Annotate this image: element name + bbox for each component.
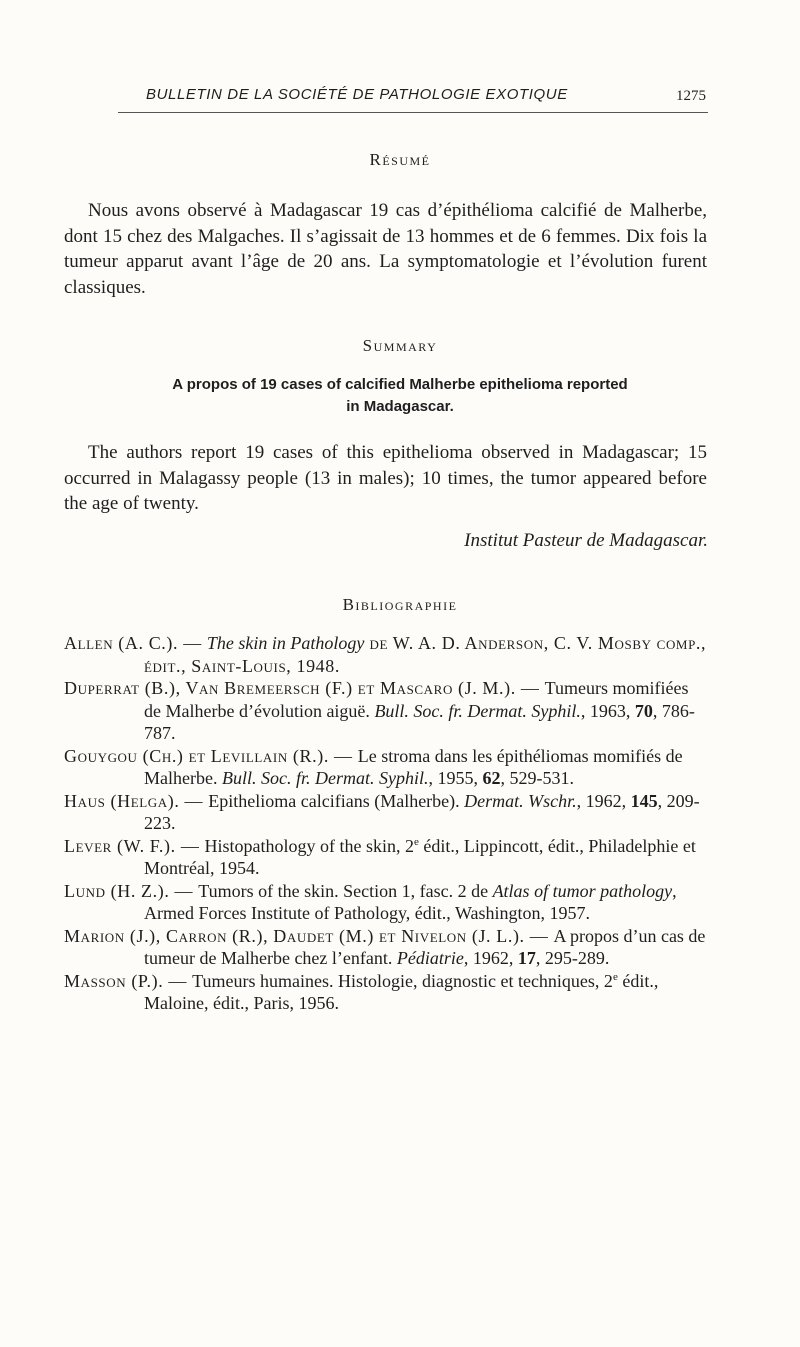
reference-superscript: e <box>612 970 618 983</box>
running-header <box>118 86 708 114</box>
reference-item <box>64 925 707 970</box>
reference-title: Le stroma dans les épithéliomas momifiés de Malherbe. <box>144 745 683 788</box>
reference-authors: Masson (P.). — <box>64 970 193 991</box>
reference-journal: Atlas of tumor pathology <box>492 880 673 901</box>
reference-authors: Duperrat (B.), Van Bremeersch (F.) et Mascaro (J. M.). — <box>64 678 545 698</box>
resume-paragraph: Nous avons observé à Madagascar 19 cas d’épithélioma calcifié de Malherbe, dont 15 chez des Malgaches. Il s’agissait de 13 hommes et de 6 femmes. Dix fois la tumeur apparut avant l’âge de 20 ans. La symptomatologie et l’évolution furent classiques. <box>64 200 707 298</box>
reference-authors: Gouygou (Ch.) et Levillain (R.). — <box>64 745 358 766</box>
journal-title: BULLETIN DE LA SOCIÉTÉ DE PATHOLOGIE EXOTIQUE <box>146 86 568 103</box>
reference-authors: Marion (J.), Carron (R.), Daudet (M.) et Nivelon (J. L.). — <box>64 925 554 946</box>
reference-volume: 17 <box>517 948 536 968</box>
reference-title: Tumeurs momifiées de Malherbe d’évolution aiguë. <box>144 678 689 721</box>
reference-item <box>64 677 707 745</box>
reference-journal: Bull. Soc. fr. Dermat. Syphil. <box>221 768 429 788</box>
reference-journal: Pédiatrie <box>396 948 464 968</box>
reference-authors: Allen (A. C.). — <box>64 633 207 653</box>
summary-subtitle-line1: A propos of 19 cases of calcified Malherbe epithelioma reported <box>172 376 628 393</box>
reference-item <box>64 790 707 835</box>
reference-superscript: e <box>414 835 419 848</box>
reference-details: édit., Lippincott, édit., Philadelphie et Montréal, 1954. <box>144 835 696 878</box>
reference-year: , 1955, <box>428 768 483 788</box>
reference-pages: , 529-531. <box>500 768 574 788</box>
reference-title: Tumeurs humaines. Histologie, diagnostic et techniques, 2 <box>192 970 613 991</box>
reference-title: Epithelioma calcifians (Malherbe). <box>208 790 465 811</box>
reference-details: de W. A. D. Anderson, C. V. Mosby comp., édit., Saint-Louis, 1948. <box>144 633 707 676</box>
reference-item <box>64 970 707 1015</box>
bibliography-heading: Bibliographie <box>342 595 458 614</box>
reference-details: édit., Maloine, édit., Paris, 1956. <box>144 970 659 1013</box>
reference-item <box>64 835 707 880</box>
reference-year: , 1962, <box>576 790 631 811</box>
reference-details: , Armed Forces Institute of Pathology, édit., Washington, 1957. <box>144 880 677 923</box>
summary-subtitle <box>100 374 700 418</box>
reference-item <box>64 745 707 790</box>
summary-paragraph: The authors report 19 cases of this epithelioma observed in Madagascar; 15 occurred in Malagassy people (13 in males); 10 times, the tumor appeared before the age of twenty. <box>64 442 707 514</box>
page-number: 1275 <box>676 88 706 104</box>
reference-journal: Dermat. Wschr. <box>464 790 577 811</box>
reference-title: Histopathology of the skin, 2 <box>204 835 415 856</box>
summary-heading: Summary <box>362 336 438 355</box>
header-rule <box>118 112 708 113</box>
reference-volume: 145 <box>630 790 658 811</box>
reference-title: The skin in Pathology <box>206 633 365 653</box>
resume-heading: Résumé <box>369 150 431 169</box>
reference-journal: Bull. Soc. fr. Dermat. Syphil. <box>374 700 581 721</box>
reference-list <box>64 632 707 1015</box>
reference-item <box>64 880 707 925</box>
reference-year: , 1962, <box>463 948 518 968</box>
reference-authors: Haus (Helga). — <box>64 790 209 811</box>
reference-pages: , 786-787. <box>144 700 695 743</box>
reference-authors: Lund (H. Z.). — <box>64 880 199 901</box>
reference-volume: 62 <box>482 768 501 788</box>
reference-pages: , 209-223. <box>144 790 700 833</box>
reference-volume: 70 <box>634 700 653 721</box>
reference-authors: Lever (W. F.). — <box>64 835 205 856</box>
summary-subtitle-line2: in Madagascar. <box>346 398 454 415</box>
reference-year: , 1963, <box>580 700 635 721</box>
reference-title: A propos d’un cas de tumeur de Malherbe chez l’enfant. <box>144 925 706 968</box>
reference-title: Tumors of the skin. Section 1, fasc. 2 de <box>198 880 493 901</box>
reference-pages: , 295-289. <box>535 948 610 968</box>
reference-item <box>64 632 707 677</box>
affiliation-signature: Institut Pasteur de Madagascar. <box>464 530 708 551</box>
